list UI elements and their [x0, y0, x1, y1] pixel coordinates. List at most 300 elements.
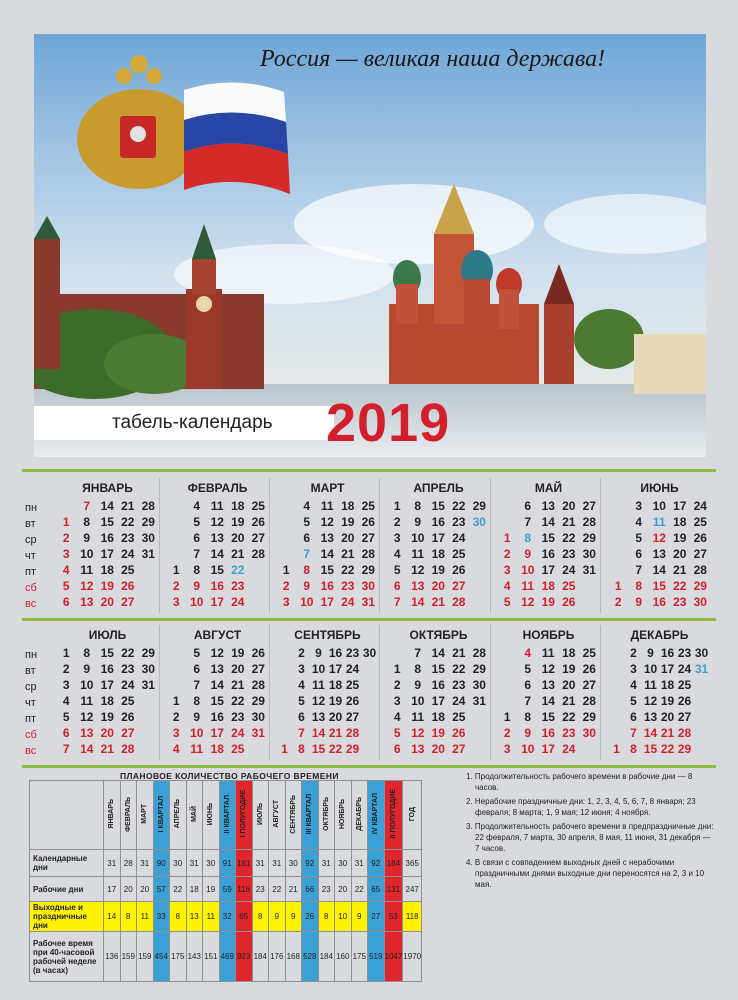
column-header: АПРЕЛЬ	[170, 781, 187, 850]
day-cell: 15	[100, 646, 114, 660]
day-cell: 7	[298, 726, 305, 740]
week-row	[602, 725, 711, 741]
day-cell: 14	[541, 694, 555, 708]
day-cell: 30	[141, 531, 155, 545]
table-cell: 168	[285, 932, 302, 982]
day-cell: 18	[328, 678, 343, 692]
day-cell: 30	[693, 595, 707, 609]
table-cell: 8	[252, 902, 269, 932]
day-cell: 12	[643, 694, 658, 708]
day-cell: 31	[251, 726, 265, 740]
day-cell	[387, 645, 408, 661]
day-cell: 2	[503, 547, 511, 561]
day-cell: 8	[414, 662, 422, 676]
day-cell: 5	[62, 710, 70, 724]
day-cell: 26	[452, 563, 466, 577]
day-cell: 24	[677, 662, 692, 676]
day-cell: 4	[62, 694, 70, 708]
day-cell: 27	[121, 595, 135, 609]
day-cell: 14	[210, 678, 224, 692]
day-cell: 26	[361, 515, 375, 529]
day-cell: 7	[83, 499, 91, 513]
day-cell: 23	[562, 726, 576, 740]
table-cell: 19	[203, 877, 220, 902]
day-cell: 21	[673, 563, 687, 577]
day-cell: 1	[393, 499, 401, 513]
day-cell: 6	[524, 499, 532, 513]
day-cell: 25	[582, 646, 596, 660]
table-cell: 65	[236, 902, 253, 932]
day-cell	[361, 741, 378, 757]
table-cell: 11	[203, 902, 220, 932]
day-cell: 1	[503, 531, 511, 545]
column-header: ФЕВРАЛЬ	[120, 781, 137, 850]
day-cell: 28	[251, 678, 265, 692]
day-cell	[276, 498, 297, 514]
day-cell: 3	[172, 595, 180, 609]
day-cell: 9	[524, 726, 532, 740]
column-header: I ПОЛУГОДИЕ	[236, 781, 253, 850]
day-cell: 18	[431, 547, 445, 561]
week-row	[602, 693, 711, 709]
day-cell: 16	[210, 710, 224, 724]
day-cell: 31	[694, 662, 709, 676]
day-cell: 22	[328, 742, 343, 756]
table-cell: 151	[203, 932, 220, 982]
month-name: ФЕВРАЛЬ	[187, 481, 248, 495]
day-cell: 13	[210, 531, 224, 545]
day-cell: 12	[80, 710, 94, 724]
day-cell: 3	[298, 662, 305, 676]
day-cell: 8	[635, 579, 643, 593]
day-cell: 4	[172, 742, 180, 756]
day-cell: 6	[193, 662, 201, 676]
column-header: II ПОЛУГОДИЕ	[384, 781, 403, 850]
day-cell: 4	[503, 579, 511, 593]
day-cell: 26	[121, 579, 135, 593]
week-row	[381, 514, 490, 530]
month-name: ИЮЛЬ	[88, 628, 127, 642]
week-row	[50, 562, 159, 578]
day-cell	[138, 709, 159, 725]
day-cell: 17	[541, 563, 555, 577]
column-header: СЕНТЯБРЬ	[285, 781, 302, 850]
day-cell: 20	[231, 662, 245, 676]
day-cell: 17	[431, 694, 445, 708]
day-cell	[276, 693, 293, 709]
day-cell	[276, 725, 293, 741]
row-label: Календарные дни	[30, 850, 104, 877]
week-row	[602, 546, 711, 562]
month-name: МАЙ	[534, 481, 563, 495]
day-cell	[579, 741, 600, 757]
day-cell: 15	[210, 694, 224, 708]
column-header: III КВАРТАЛ	[302, 781, 319, 850]
column-header: I КВАРТАЛ	[153, 781, 170, 850]
week-row	[602, 677, 711, 693]
day-cell: 30	[141, 662, 155, 676]
day-cell: 8	[193, 563, 201, 577]
day-cell: 14	[210, 547, 224, 561]
week-row	[491, 693, 600, 709]
day-cell	[469, 741, 490, 757]
day-cell	[469, 594, 490, 610]
week-row	[270, 693, 379, 709]
day-cell: 24	[693, 499, 707, 513]
day-cell	[361, 661, 378, 677]
day-cell: 11	[541, 646, 555, 660]
day-cell: 10	[521, 563, 535, 577]
day-cell: 20	[341, 531, 355, 545]
day-cell: 1	[62, 515, 70, 529]
day-cell: 10	[80, 678, 94, 692]
day-cell: 21	[562, 515, 576, 529]
day-cell: 5	[635, 531, 643, 545]
day-cell: 11	[320, 499, 334, 513]
week-row	[381, 693, 490, 709]
day-cell: 22	[121, 515, 135, 529]
week-row	[491, 661, 600, 677]
day-cell: 4	[298, 678, 305, 692]
table-cell: 31	[269, 850, 286, 877]
day-cell: 8	[524, 531, 532, 545]
day-cell: 7	[193, 678, 201, 692]
week-row	[50, 709, 159, 725]
day-cell: 6	[303, 531, 311, 545]
table-cell: 31	[318, 850, 335, 877]
day-cell: 26	[582, 662, 596, 676]
table-cell: 22	[170, 877, 187, 902]
day-cell: 22	[562, 531, 576, 545]
day-cell: 31	[141, 678, 155, 692]
day-cell: 6	[393, 579, 401, 593]
day-cell: 28	[693, 563, 707, 577]
day-cell: 30	[362, 646, 377, 660]
day-cell	[276, 661, 293, 677]
day-cell: 30	[694, 646, 709, 660]
table-cell: 66	[302, 877, 319, 902]
column-separator	[600, 478, 601, 613]
day-cell	[497, 498, 518, 514]
day-cell: 20	[562, 499, 576, 513]
week-row	[270, 741, 379, 757]
day-cell: 30	[472, 678, 486, 692]
day-cell: 19	[541, 595, 555, 609]
month-name: СЕНТЯБРЬ	[294, 628, 361, 642]
table-cell: 9	[285, 902, 302, 932]
week-row	[270, 677, 379, 693]
day-cell: 27	[693, 547, 707, 561]
day-cell: 16	[652, 595, 666, 609]
table-cell: 1970	[403, 932, 422, 982]
day-cell: 8	[193, 694, 201, 708]
day-cell	[608, 546, 629, 562]
day-cell: 27	[582, 678, 596, 692]
table-row	[30, 932, 422, 982]
day-cell: 5	[630, 694, 637, 708]
day-cell: 29	[141, 515, 155, 529]
day-cell: 9	[303, 579, 311, 593]
weekday-label: вт	[25, 518, 36, 530]
day-cell: 22	[121, 646, 135, 660]
day-cell: 12	[541, 662, 555, 676]
column-separator	[379, 625, 380, 760]
month-7	[50, 625, 159, 757]
month-12	[602, 625, 711, 757]
week-row	[50, 546, 159, 562]
column-header: ИЮЛЬ	[252, 781, 269, 850]
week-row	[160, 693, 269, 709]
table-cell: 8	[170, 902, 187, 932]
day-cell: 3	[630, 662, 637, 676]
day-cell: 23	[677, 646, 692, 660]
day-cell	[276, 546, 297, 562]
row-label: Выходные и праздничные дни	[30, 902, 104, 932]
row-label: Рабочие дни	[30, 877, 104, 902]
day-cell: 1	[503, 710, 511, 724]
day-cell: 16	[541, 547, 555, 561]
day-cell: 21	[452, 646, 466, 660]
day-cell: 20	[660, 710, 675, 724]
day-cell: 26	[677, 694, 692, 708]
week-row	[381, 709, 490, 725]
day-cell: 7	[635, 563, 643, 577]
week-row	[160, 530, 269, 546]
day-cell: 12	[521, 595, 535, 609]
day-cell: 20	[100, 726, 114, 740]
day-cell: 24	[452, 694, 466, 708]
month-6	[602, 478, 711, 610]
day-cell: 3	[393, 694, 401, 708]
day-cell: 18	[673, 515, 687, 529]
day-cell: 27	[361, 531, 375, 545]
day-cell	[138, 594, 159, 610]
column-header: IV КВАРТАЛ	[368, 781, 385, 850]
day-cell: 11	[80, 563, 94, 577]
table-cell: 923	[236, 932, 253, 982]
day-cell: 9	[83, 531, 91, 545]
weekday-label: сб	[25, 729, 37, 741]
table-cell: 31	[252, 850, 269, 877]
week-row	[270, 645, 379, 661]
week-row	[602, 562, 711, 578]
day-cell	[469, 578, 490, 594]
day-cell: 21	[328, 726, 343, 740]
day-cell: 15	[652, 579, 666, 593]
table-cell: 31	[186, 850, 203, 877]
day-cell: 5	[193, 515, 201, 529]
day-cell	[497, 645, 518, 661]
table-cell: 92	[368, 850, 385, 877]
day-cell: 26	[693, 531, 707, 545]
weekday-label: ср	[25, 534, 37, 546]
day-cell: 19	[231, 515, 245, 529]
day-cell: 15	[100, 515, 114, 529]
day-cell: 19	[660, 694, 675, 708]
table-cell: 175	[351, 932, 368, 982]
day-cell: 15	[541, 531, 555, 545]
table-cell: 8	[120, 902, 137, 932]
table-cell: 247	[403, 877, 422, 902]
day-cell	[497, 677, 518, 693]
day-cell: 23	[121, 662, 135, 676]
column-header: МАРТ	[137, 781, 154, 850]
day-cell: 8	[303, 563, 311, 577]
week-row	[160, 661, 269, 677]
day-cell	[166, 498, 187, 514]
month-name: АВГУСТ	[193, 628, 242, 642]
day-cell	[497, 514, 518, 530]
day-cell: 14	[80, 742, 94, 756]
table-cell: 528	[302, 932, 319, 982]
day-cell: 9	[193, 579, 201, 593]
table-cell: 118	[403, 902, 422, 932]
week-row	[381, 645, 490, 661]
day-cell: 27	[452, 742, 466, 756]
day-cell: 8	[630, 742, 637, 756]
table-cell: 184	[384, 850, 403, 877]
table-cell: 33	[153, 902, 170, 932]
column-header: АВГУСТ	[269, 781, 286, 850]
day-cell: 25	[231, 742, 245, 756]
day-cell	[166, 645, 187, 661]
day-cell: 11	[652, 515, 666, 529]
day-cell: 5	[303, 515, 311, 529]
column-header: НОЯБРЬ	[335, 781, 352, 850]
day-cell	[361, 709, 378, 725]
day-cell: 19	[100, 579, 114, 593]
day-cell: 26	[251, 646, 265, 660]
table-cell: 184	[252, 932, 269, 982]
day-cell: 23	[562, 547, 576, 561]
day-cell: 11	[644, 678, 657, 692]
day-cell: 28	[361, 547, 375, 561]
day-cell: 13	[210, 662, 224, 676]
day-cell: 25	[121, 563, 135, 577]
table-cell: 11	[137, 902, 154, 932]
column-header: ДЕКАБРЬ	[351, 781, 368, 850]
slogan: Россия — великая наша держава!	[260, 46, 606, 72]
day-cell: 10	[411, 694, 425, 708]
table-row	[30, 877, 422, 902]
day-cell: 14	[311, 726, 326, 740]
day-cell: 5	[393, 726, 401, 740]
day-cell: 29	[251, 694, 265, 708]
day-cell: 29	[582, 531, 596, 545]
day-cell: 23	[345, 646, 360, 660]
russian-flag-icon	[184, 82, 290, 194]
divider-bottom	[22, 765, 716, 768]
day-cell: 22	[562, 710, 576, 724]
day-cell: 15	[320, 563, 334, 577]
day-cell: 18	[660, 678, 675, 692]
day-cell: 18	[231, 499, 245, 513]
day-cell: 29	[693, 579, 707, 593]
day-cell: 15	[431, 499, 445, 513]
day-cell: 20	[431, 579, 445, 593]
day-cell	[166, 677, 187, 693]
day-cell: 11	[80, 694, 94, 708]
column-separator	[600, 625, 601, 760]
weekday-labels-h1	[25, 500, 51, 612]
table-cell: 30	[203, 850, 220, 877]
note-item: 2. Нерабочие праздничные дни: 1, 2, 3, 4, 5, 6, 7, 8 января; 23 февраля; 8 марта; 1, 9 мая; 12 июня; 4 ноября.	[466, 797, 696, 817]
day-cell	[248, 578, 269, 594]
day-cell: 18	[100, 694, 114, 708]
week-row	[270, 661, 379, 677]
week-row	[602, 530, 711, 546]
day-cell: 1	[282, 563, 290, 577]
day-cell	[579, 578, 600, 594]
table-cell: 365	[403, 850, 422, 877]
day-cell: 13	[411, 579, 425, 593]
day-cell: 9	[524, 547, 532, 561]
day-cell: 11	[521, 579, 535, 593]
day-cell	[608, 693, 625, 709]
table-cell: 59	[219, 877, 236, 902]
day-cell: 19	[341, 515, 355, 529]
column-header: ИЮНЬ	[203, 781, 220, 850]
month-name: ДЕКАБРЬ	[630, 628, 689, 642]
table-cell: 181	[236, 850, 253, 877]
day-cell: 22	[660, 742, 675, 756]
month-2	[160, 478, 269, 610]
day-cell: 27	[251, 531, 265, 545]
day-cell: 11	[411, 710, 425, 724]
day-cell: 18	[541, 579, 555, 593]
day-cell: 6	[193, 531, 201, 545]
day-cell: 16	[328, 646, 343, 660]
week-row	[602, 594, 711, 610]
day-cell	[138, 693, 159, 709]
week-row	[602, 514, 711, 530]
weekday-label: вс	[25, 745, 37, 757]
week-row	[602, 709, 711, 725]
day-cell: 26	[562, 595, 576, 609]
day-cell	[248, 594, 269, 610]
day-cell: 21	[341, 547, 355, 561]
day-cell: 31	[141, 547, 155, 561]
column-separator	[379, 478, 380, 613]
weekday-label: пн	[25, 649, 38, 661]
day-cell: 7	[393, 595, 401, 609]
day-cell	[361, 693, 378, 709]
day-cell: 7	[524, 515, 532, 529]
day-cell	[608, 514, 629, 530]
day-cell: 31	[361, 595, 375, 609]
day-cell: 9	[635, 595, 643, 609]
day-cell	[138, 725, 159, 741]
day-cell: 8	[83, 646, 91, 660]
day-cell: 10	[652, 499, 666, 513]
week-row	[50, 693, 159, 709]
day-cell: 15	[210, 563, 224, 577]
day-cell: 28	[121, 742, 135, 756]
day-cell: 9	[193, 710, 201, 724]
day-cell: 25	[677, 678, 692, 692]
day-cell: 20	[431, 742, 445, 756]
day-cell: 10	[190, 726, 204, 740]
week-row	[602, 741, 711, 757]
day-cell: 12	[411, 563, 425, 577]
week-row	[270, 546, 379, 562]
day-cell	[693, 725, 710, 741]
day-cell: 30	[582, 547, 596, 561]
week-row	[50, 498, 159, 514]
day-cell: 20	[100, 595, 114, 609]
day-cell: 23	[231, 579, 245, 593]
column-header: МАЙ	[186, 781, 203, 850]
